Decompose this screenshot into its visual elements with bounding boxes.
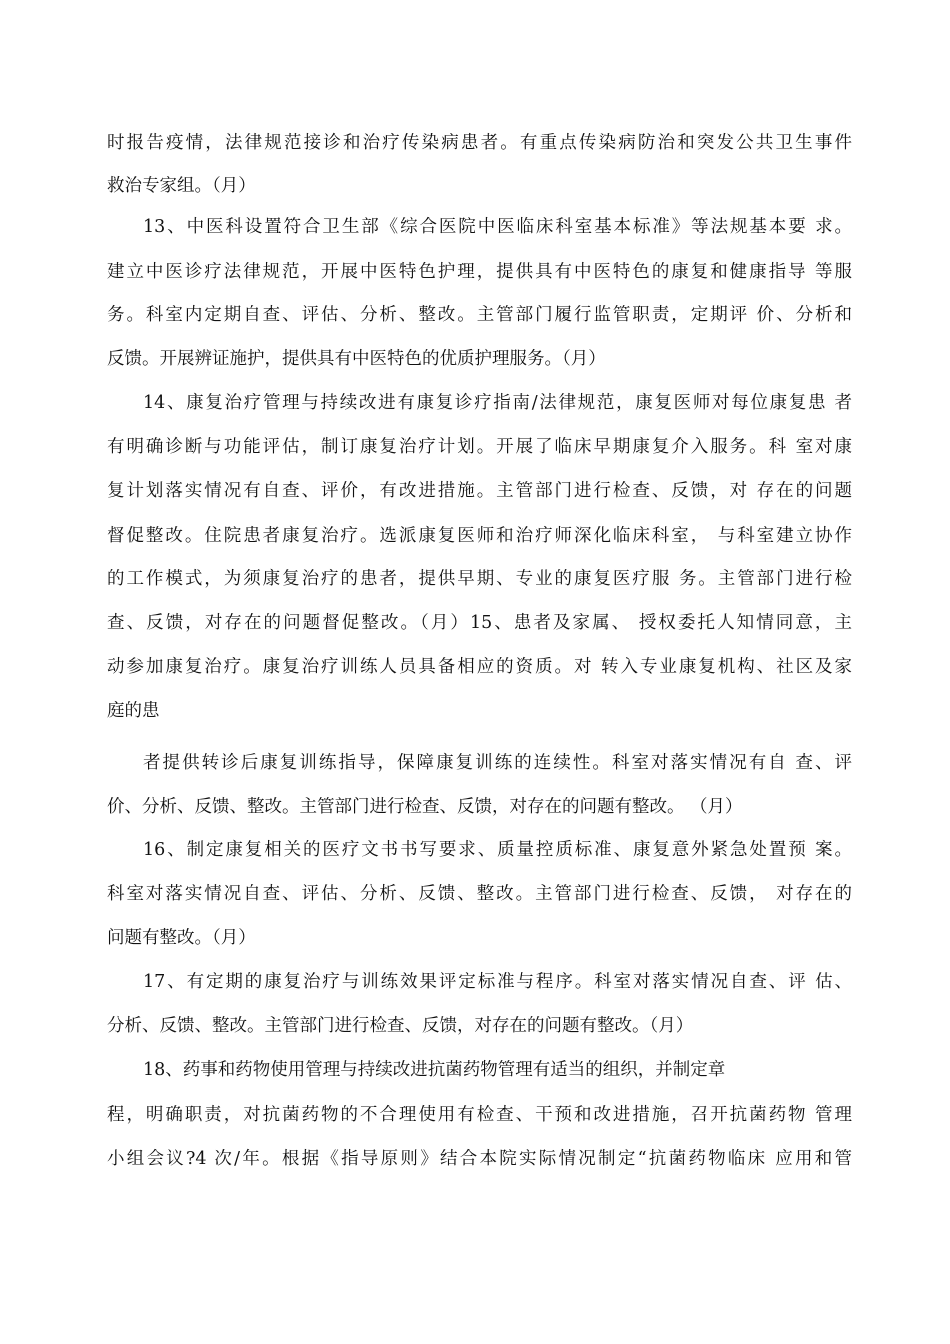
section-17-heading-line: 17、有定期的康复治疗与训练效果评定标准与程序。科室对落实情况自查、评 估、 bbox=[143, 972, 852, 992]
text-line: 科室对落实情况自查、评估、分析、反馈、整改。主管部门进行检查、反馈， 对存在的 bbox=[107, 884, 852, 904]
section-16-heading-line: 16、制定康复相关的医疗文书书写要求、质量控质标准、康复意外紧急处置预 案。 bbox=[143, 840, 852, 860]
text-line: 督促整改。住院患者康复治疗。选派康复医师和治疗师深化临床科室， 与科室建立协作 bbox=[107, 526, 852, 546]
section-13-heading-line: 13、中医科设置符合卫生部《综合医院中医临床科室基本标准》等法规基本要 求。 bbox=[143, 217, 852, 237]
text-line: 有明确诊断与功能评估，制订康复治疗计划。开展了临床早期康复介入服务。科 室对康 bbox=[107, 437, 852, 457]
text-line: 价、分析、反馈、整改。主管部门进行检查、反馈，对存在的问题有整改。 （月） bbox=[107, 797, 743, 817]
text-line: 复计划落实情况有自查、评价，有改进措施。主管部门进行检查、反馈，对 存在的问题 bbox=[107, 481, 852, 501]
text-line: 的工作模式，为须康复治疗的患者，提供早期、专业的康复医疗服 务。主管部门进行检 bbox=[107, 569, 852, 589]
text-line: 救治专家组。（月） bbox=[107, 176, 256, 196]
text-line: 问题有整改。（月） bbox=[107, 928, 256, 948]
text-line: 小组会议?4 次/年。根据《指导原则》结合本院实际情况制定“抗菌药物临床 应用和管 bbox=[107, 1149, 852, 1169]
text-line: 查、反馈，对存在的问题督促整改。（月）15、患者及家属、 授权委托人知情同意，主 bbox=[107, 613, 852, 633]
section-18-heading-line: 18、药事和药物使用管理与持续改进抗菌药物管理有适当的组织，并制定章 bbox=[143, 1060, 726, 1080]
text-line: 务。科室内定期自查、评估、分析、整改。主管部门履行监管职责，定期评 价、分析和 bbox=[107, 305, 852, 325]
text-line: 者提供转诊后康复训练指导，保障康复训练的连续性。科室对落实情况有自 查、评 bbox=[143, 753, 852, 773]
text-line: 庭的患 bbox=[107, 701, 160, 721]
text-line: 反馈。开展辨证施护，提供具有中医特色的优质护理服务。（月） bbox=[107, 349, 606, 369]
text-line: 动参加康复治疗。康复治疗训练人员具备相应的资质。对 转入专业康复机构、社区及家 bbox=[107, 657, 852, 677]
text-line: 程，明确职责，对抗菌药物的不合理使用有检查、干预和改进措施，召开抗菌药物 管理 bbox=[107, 1105, 852, 1125]
text-line: 建立中医诊疗法律规范，开展中医特色护理，提供具有中医特色的康复和健康指导 等服 bbox=[107, 262, 852, 282]
section-14-heading-line: 14、康复治疗管理与持续改进有康复诊疗指南/法律规范，康复医师对每位康复患 者 bbox=[143, 393, 852, 413]
text-line: 时报告疫情，法律规范接诊和治疗传染病患者。有重点传染病防治和突发公共卫生事件 bbox=[107, 133, 852, 153]
text-line: 分析、反馈、整改。主管部门进行检查、反馈，对存在的问题有整改。（月） bbox=[107, 1016, 694, 1036]
